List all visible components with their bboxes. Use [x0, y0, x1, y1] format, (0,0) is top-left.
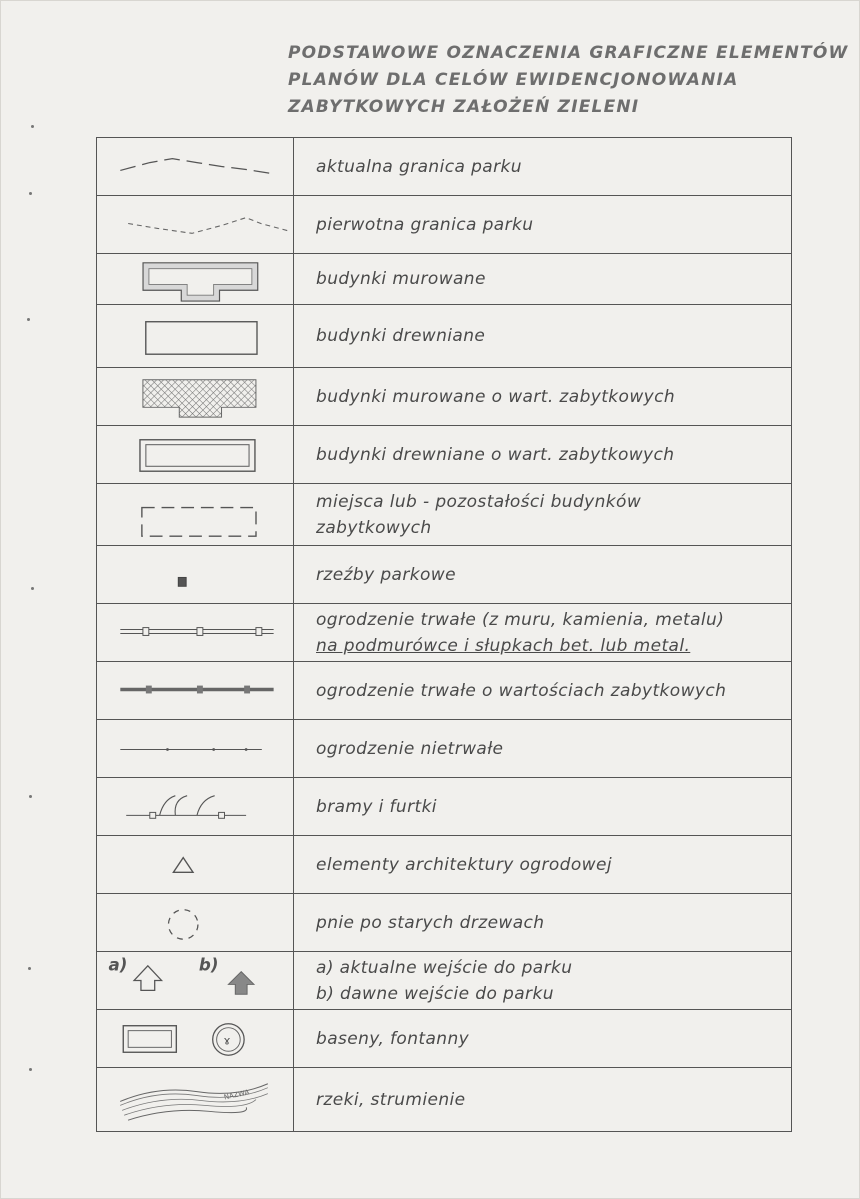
legend-label: miejsca lub - pozostałości budynków — [316, 491, 642, 512]
legend-row — [97, 138, 791, 196]
legend-row — [97, 720, 791, 778]
sculpture-icon — [97, 546, 294, 603]
legend-row — [97, 1068, 791, 1132]
dashed-short-line-icon — [97, 196, 294, 253]
legend-label: baseny, fontanny — [316, 1028, 470, 1049]
margin-speck — [29, 795, 32, 798]
legend-label: budynki murowane — [316, 269, 486, 289]
legend-label: budynki drewniane o wart. zabytkowych — [316, 444, 675, 465]
legend-label: elementy architektury ogrodowej — [316, 854, 612, 875]
legend-row — [97, 778, 791, 836]
legend-row — [97, 254, 791, 305]
legend-label: bramy i furtki — [316, 796, 437, 817]
legend-row — [97, 368, 791, 426]
legend-row — [97, 305, 791, 368]
historic-fence-icon — [97, 662, 294, 719]
historic-wooden-building-icon — [97, 426, 294, 483]
legend-label: rzeźby parkowe — [316, 564, 456, 585]
legend-row — [97, 662, 791, 720]
document-heading — [288, 40, 848, 121]
margin-speck — [31, 587, 34, 590]
triangle-icon — [97, 836, 294, 893]
legend-label: aktualna granica parku — [316, 156, 522, 177]
legend-label: na podmurówce i słupkach bet. lub metal. — [316, 635, 691, 656]
arrow-entrance-icon — [97, 952, 294, 1009]
legend-row — [97, 196, 791, 254]
building-remains-icon — [97, 484, 294, 545]
legend-label: b) dawne wejście do parku — [316, 983, 554, 1004]
margin-speck — [28, 967, 31, 970]
mark-b: b) — [198, 954, 219, 975]
legend-label: ogrodzenie trwałe o wartościach zabytkowych — [316, 680, 727, 701]
legend-row — [97, 836, 791, 894]
river-label: NAZWA — [223, 1088, 251, 1102]
margin-speck — [29, 1068, 32, 1071]
pool-fountain-icon — [97, 1010, 294, 1067]
historic-masonry-building-icon — [97, 368, 294, 425]
wooden-building-icon — [97, 305, 294, 367]
dashed-circle-icon — [97, 894, 294, 951]
margin-speck — [27, 318, 30, 321]
legend-label: pnie po starych drzewach — [316, 912, 545, 933]
legend-label: a) aktualne wejście do parku — [316, 957, 573, 978]
margin-speck — [31, 125, 34, 128]
gate-icon — [97, 778, 294, 835]
legend-row — [97, 604, 791, 662]
legend-row — [97, 894, 791, 952]
legend-row — [97, 426, 791, 484]
masonry-building-icon — [97, 254, 294, 304]
legend-label: budynki drewniane — [316, 326, 486, 346]
legend-label: budynki murowane o wart. zabytkowych — [316, 386, 676, 407]
legend-row — [97, 546, 791, 604]
legend-row — [97, 952, 791, 1010]
temporary-fence-icon — [97, 720, 294, 777]
legend-label: rzeki, strumienie — [316, 1089, 466, 1110]
margin-speck — [29, 192, 32, 195]
legend-label: ogrodzenie nietrwałe — [316, 738, 504, 759]
svg-text:ɤ: ɤ — [223, 1033, 231, 1048]
legend-table — [96, 137, 792, 1132]
heading-line: PLANÓW DLA CELÓW EWIDENCJONOWANIA — [288, 70, 739, 90]
legend-row — [97, 1010, 791, 1068]
heading-line: ZABYTKOWYCH ZAŁOŻEŃ ZIELENI — [288, 97, 640, 117]
permanent-fence-icon — [97, 604, 294, 661]
heading-line: PODSTAWOWE OZNACZENIA GRAFICZNE ELEMENTÓW — [288, 43, 849, 63]
legend-label: zabytkowych — [316, 517, 432, 538]
river-icon — [97, 1068, 294, 1131]
legend-label: pierwotna granica parku — [316, 214, 534, 235]
legend-label: ogrodzenie trwałe (z muru, kamienia, metalu) — [316, 609, 725, 630]
mark-a: a) — [108, 954, 128, 975]
dashed-long-line-icon — [97, 138, 294, 195]
legend-row — [97, 484, 791, 546]
